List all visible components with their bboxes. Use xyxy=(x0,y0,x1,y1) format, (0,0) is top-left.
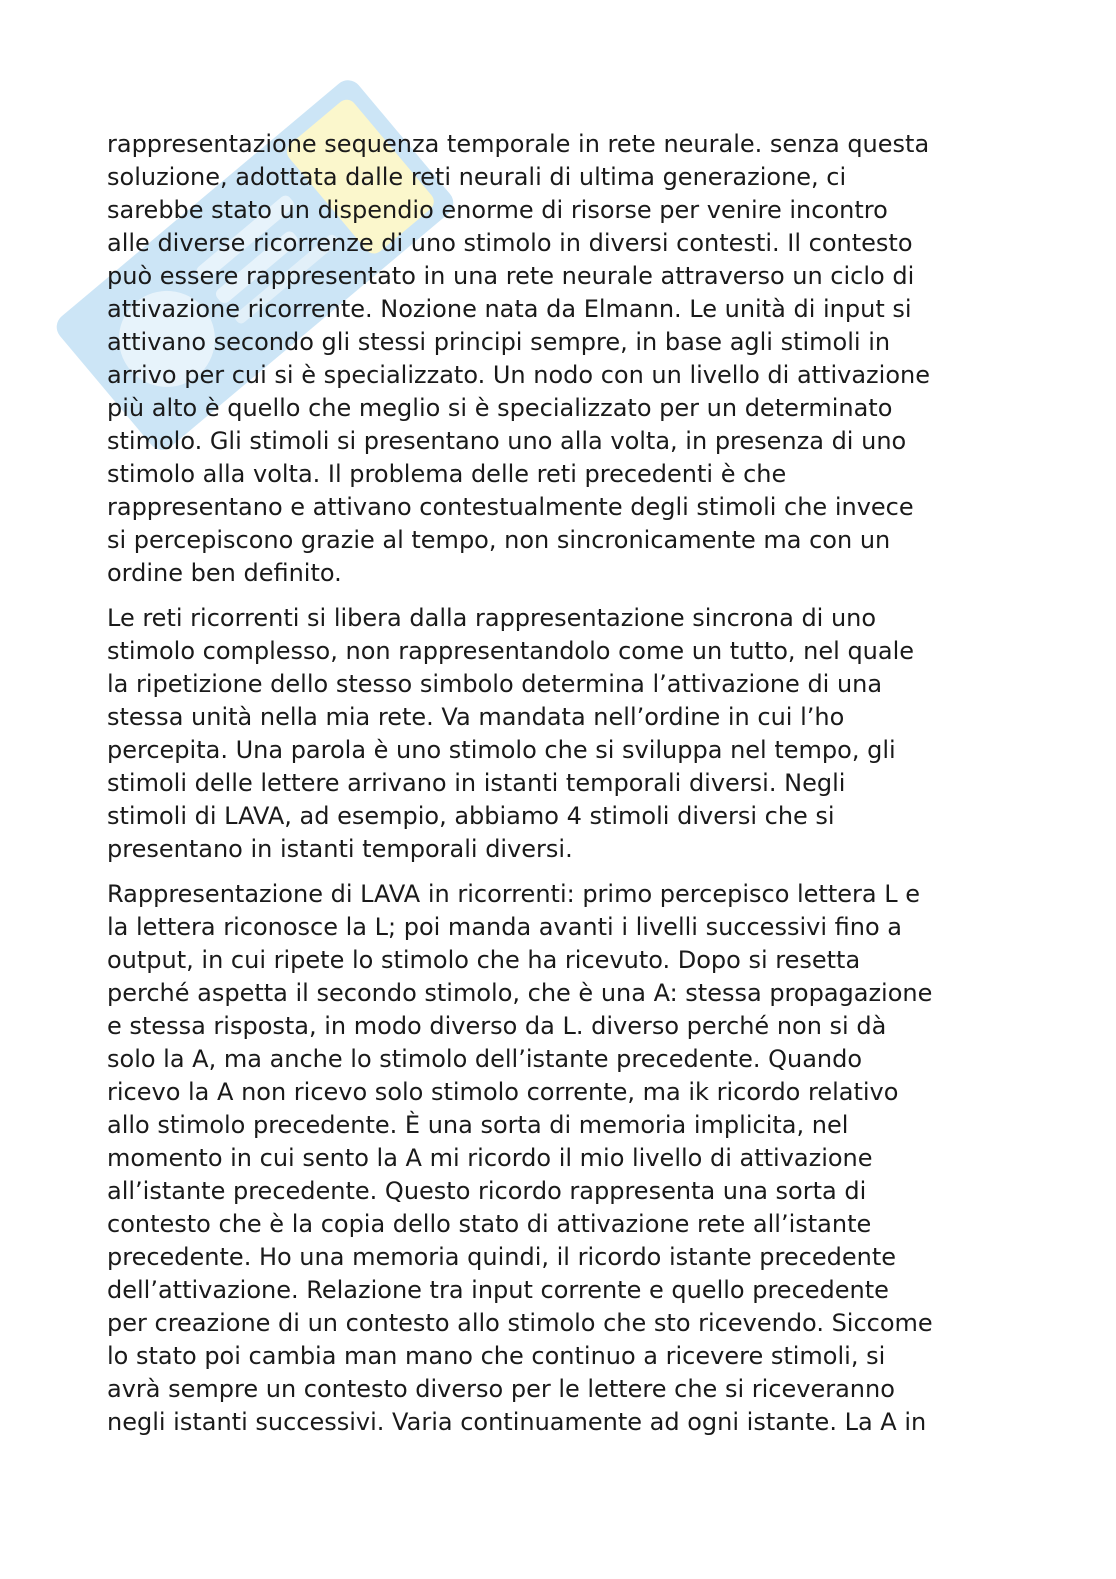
text-line: stimolo complesso, non rappresentandolo come un tutto, nel quale xyxy=(107,637,915,665)
text-line: stimolo alla volta. Il problema delle reti precedenti è che xyxy=(107,460,787,488)
text-line: precedente. Ho una memoria quindi, il ricordo istante precedente xyxy=(107,1243,896,1271)
text-line: rappresentano e attivano contestualmente degli stimoli che invece xyxy=(107,493,914,521)
text-line: Le reti ricorrenti si libera dalla rappresentazione sincrona di uno xyxy=(107,604,877,632)
text-line: lo stato poi cambia man mano che continuo a ricevere stimoli, si xyxy=(107,1342,886,1370)
text-line: percepita. Una parola è uno stimolo che si sviluppa nel tempo, gli xyxy=(107,736,896,764)
document-page xyxy=(107,128,1007,1451)
text-line: ordine ben definito. xyxy=(107,559,342,587)
text-line: e stessa risposta, in modo diverso da L. diverso perché non si dà xyxy=(107,1012,887,1040)
text-line: si percepiscono grazie al tempo, non sincronicamente ma con un xyxy=(107,526,891,554)
text-line: avrà sempre un contesto diverso per le lettere che si riceveranno xyxy=(107,1375,895,1403)
text-line: alle diverse ricorrenze di uno stimolo in diversi contesti. Il contesto xyxy=(107,229,913,257)
text-line: può essere rappresentato in una rete neurale attraverso un ciclo di xyxy=(107,262,915,290)
text-line: più alto è quello che meglio si è specializzato per un determinato xyxy=(107,394,893,422)
text-line: stimoli di LAVA, ad esempio, abbiamo 4 stimoli diversi che si xyxy=(107,802,835,830)
text-line: momento in cui sento la A mi ricordo il mio livello di attivazione xyxy=(107,1144,873,1172)
text-line: ricevo la A non ricevo solo stimolo corrente, ma ik ricordo relativo xyxy=(107,1078,899,1106)
text-line: negli istanti successivi. Varia continuamente ad ogni istante. La A in xyxy=(107,1408,927,1436)
text-line: allo stimolo precedente. È una sorta di memoria implicita, nel xyxy=(107,1111,849,1139)
text-line: solo la A, ma anche lo stimolo dell’istante precedente. Quando xyxy=(107,1045,863,1073)
paragraph-2 xyxy=(107,602,1007,866)
text-line: la lettera riconosce la L; poi manda avanti i livelli successivi fino a xyxy=(107,913,902,941)
text-line: stimoli delle lettere arrivano in istanti temporali diversi. Negli xyxy=(107,769,846,797)
text-line: soluzione, adottata dalle reti neurali di ultima generazione, ci xyxy=(107,163,847,191)
text-line: sarebbe stato un dispendio enorme di risorse per venire incontro xyxy=(107,196,888,224)
text-line: Rappresentazione di LAVA in ricorrenti: primo percepisco lettera L e xyxy=(107,880,920,908)
text-line: attivano secondo gli stessi principi sempre, in base agli stimoli in xyxy=(107,328,891,356)
text-line: la ripetizione dello stesso simbolo determina l’attivazione di una xyxy=(107,670,883,698)
text-line: attivazione ricorrente. Nozione nata da Elmann. Le unità di input si xyxy=(107,295,912,323)
text-line: perché aspetta il secondo stimolo, che è una A: stessa propagazione xyxy=(107,979,933,1007)
text-line: stimolo. Gli stimoli si presentano uno alla volta, in presenza di uno xyxy=(107,427,907,455)
text-line: contesto che è la copia dello stato di attivazione rete all’istante xyxy=(107,1210,872,1238)
text-line: stessa unità nella mia rete. Va mandata nell’ordine in cui l’ho xyxy=(107,703,845,731)
text-line: arrivo per cui si è specializzato. Un nodo con un livello di attivazione xyxy=(107,361,930,389)
text-line: dell’attivazione. Relazione tra input corrente e quello precedente xyxy=(107,1276,889,1304)
text-line: output, in cui ripete lo stimolo che ha ricevuto. Dopo si resetta xyxy=(107,946,861,974)
paragraph-3 xyxy=(107,878,1007,1439)
text-line: rappresentazione sequenza temporale in rete neurale. senza questa xyxy=(107,130,930,158)
text-line: per creazione di un contesto allo stimolo che sto ricevendo. Siccome xyxy=(107,1309,933,1337)
text-line: presentano in istanti temporali diversi. xyxy=(107,835,573,863)
text-line: all’istante precedente. Questo ricordo rappresenta una sorta di xyxy=(107,1177,867,1205)
paragraph-1 xyxy=(107,128,1007,590)
